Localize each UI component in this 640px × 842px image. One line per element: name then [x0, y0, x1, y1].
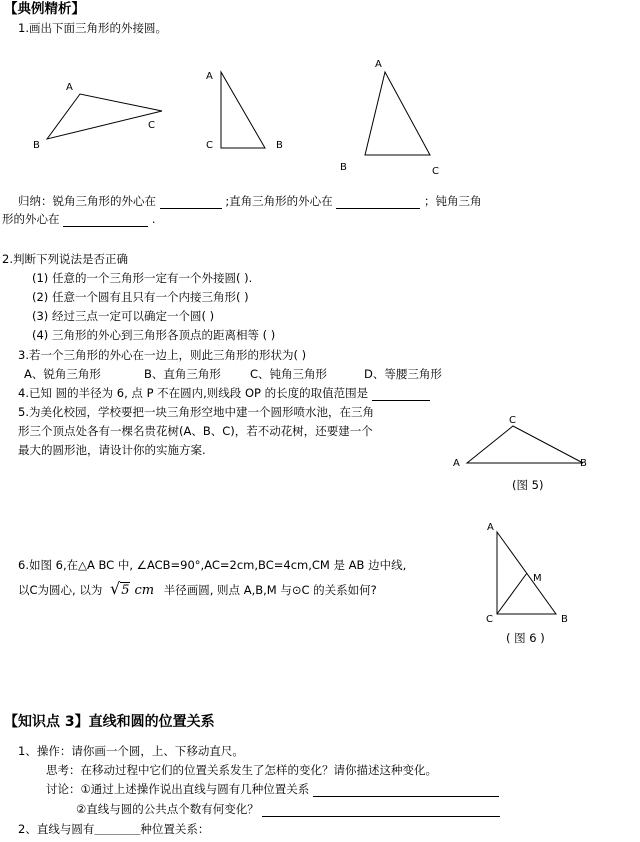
- radius-sqrt-value: 5: [121, 583, 130, 598]
- discuss-text-2: ②直线与圆的公共点个数有何变化？: [76, 802, 259, 816]
- triangle-2-label-a: A: [206, 71, 213, 82]
- conclusion-end: .: [151, 212, 156, 226]
- question-4-stem: 4.已知 圆的半径为 6, 点 P 不在圆内,则线段 OP 的长度的取值范围是: [18, 386, 369, 400]
- triangle-2-label-c: C: [206, 140, 213, 151]
- conclusion-obtuse: ；钝角三角: [424, 194, 482, 208]
- blank-discuss-1[interactable]: [313, 784, 499, 797]
- triangle-3-label-c: C: [432, 166, 439, 177]
- question-5-line-2: 形三个顶点处各有一棵名贵花树(A、B、C)，若不动花树，还要建一个: [18, 424, 373, 438]
- triangle-1-label-b: B: [33, 140, 40, 151]
- figure-6-label-c: C: [486, 614, 493, 625]
- question-2-item-2: (2) 任意一个圆有且只有一个内接三角形( ): [32, 290, 249, 304]
- figure-5-triangle: [467, 426, 583, 463]
- question-2-title: 2.判断下列说法是否正确: [2, 252, 128, 266]
- figure-6-label-b: B: [561, 614, 568, 625]
- figure-6-median: [497, 573, 527, 614]
- question-6-line-1: 6.如图 6,在△A BC 中, ∠ACB=90°,AC=2cm,BC=4cm,CM 是 AB 边中线,: [18, 558, 407, 572]
- conclusion-line: [18, 194, 482, 209]
- blank-right[interactable]: [336, 196, 420, 209]
- triangle-2-label-b: B: [276, 140, 283, 151]
- triangle-1-label-a: A: [66, 82, 73, 93]
- conclusion-line-2: [2, 212, 155, 227]
- figure-5-label-c: C: [509, 415, 516, 426]
- question-1: 1.画出下面三角形的外接圆。: [18, 21, 167, 35]
- operation-text: 1、操作：请你画一个圆，上、下移动直尺。: [18, 744, 244, 758]
- triangle-3: [365, 72, 430, 155]
- blank-acute[interactable]: [160, 196, 222, 209]
- question-6-line-2: [18, 578, 377, 600]
- question-6-line-2a: 以C为圆心, 以为: [18, 583, 103, 597]
- question-3-option-a: A、锐角三角形: [24, 367, 101, 381]
- figure-5-label-b: B: [580, 458, 587, 469]
- figure-6-label-m: M: [533, 573, 542, 584]
- triangle-2: [221, 72, 265, 148]
- question-3-option-d: D、等腰三角形: [364, 367, 442, 381]
- question-3-option-c: C、钝角三角形: [250, 367, 328, 381]
- think-text: 思考：在移动过程中它们的位置关系发生了怎样的变化？请你描述这种变化。: [46, 763, 437, 777]
- blank-discuss-2[interactable]: [262, 804, 500, 817]
- question-5-line-3: 最大的圆形池，请设计你的实施方案.: [18, 443, 206, 457]
- question-3-option-b: B、直角三角形: [144, 367, 221, 381]
- discuss-line-2: [76, 802, 500, 817]
- knowledge-point-3-title: 【知识点 3】直线和圆的位置关系: [4, 714, 215, 730]
- question-2-item-4: (4) 三角形的外心到三角形各顶点的距离相等 ( ): [32, 328, 276, 342]
- blank-obtuse[interactable]: [63, 214, 148, 227]
- conclusion-obtuse-2: 形的外心在: [2, 212, 60, 226]
- position-relation-count: 2、直线与圆有＿＿＿＿种位置关系：: [18, 822, 210, 836]
- triangle-3-label-a: A: [375, 59, 382, 70]
- figure-5-label-a: A: [453, 458, 460, 469]
- question-4: [18, 386, 430, 401]
- blank-op-range[interactable]: [372, 388, 430, 401]
- section-title: 【典例精析】: [4, 1, 85, 17]
- figure-5-caption: (图 5): [512, 478, 544, 492]
- radius-unit: cm: [134, 583, 155, 598]
- triangle-1-label-c: C: [148, 120, 155, 131]
- question-5-line-1: 5.为美化校园，学校要把一块三角形空地中建一个圆形喷水池，在三角: [18, 405, 374, 419]
- figure-6-label-a: A: [487, 522, 494, 533]
- question-2-item-3: (3) 经过三点一定可以确定一个圆( ): [32, 309, 215, 323]
- radius-expression: [110, 578, 154, 602]
- question-6-line-2b: 半径画圆, 则点 A,B,M 与⊙C 的关系如何?: [163, 583, 377, 597]
- discuss-text-1: 讨论：①通过上述操作说出直线与圆有几种位置关系: [46, 782, 310, 796]
- conclusion-acute: 归纳：锐角三角形的外心在: [18, 194, 156, 208]
- triangle-3-label-b: B: [340, 162, 347, 173]
- sqrt-sign: √: [110, 579, 121, 598]
- question-3-stem: 3.若一个三角形的外心在一边上，则此三角形的形状为( ): [18, 348, 307, 362]
- discuss-line-1: [46, 782, 499, 797]
- figure-6-caption: ( 图 6 ): [506, 631, 545, 645]
- triangle-1: [47, 94, 162, 139]
- conclusion-right: ;直角三角形的外心在: [225, 194, 333, 208]
- question-2-item-1: (1) 任意的一个三角形一定有一个外接圆( ).: [32, 271, 253, 285]
